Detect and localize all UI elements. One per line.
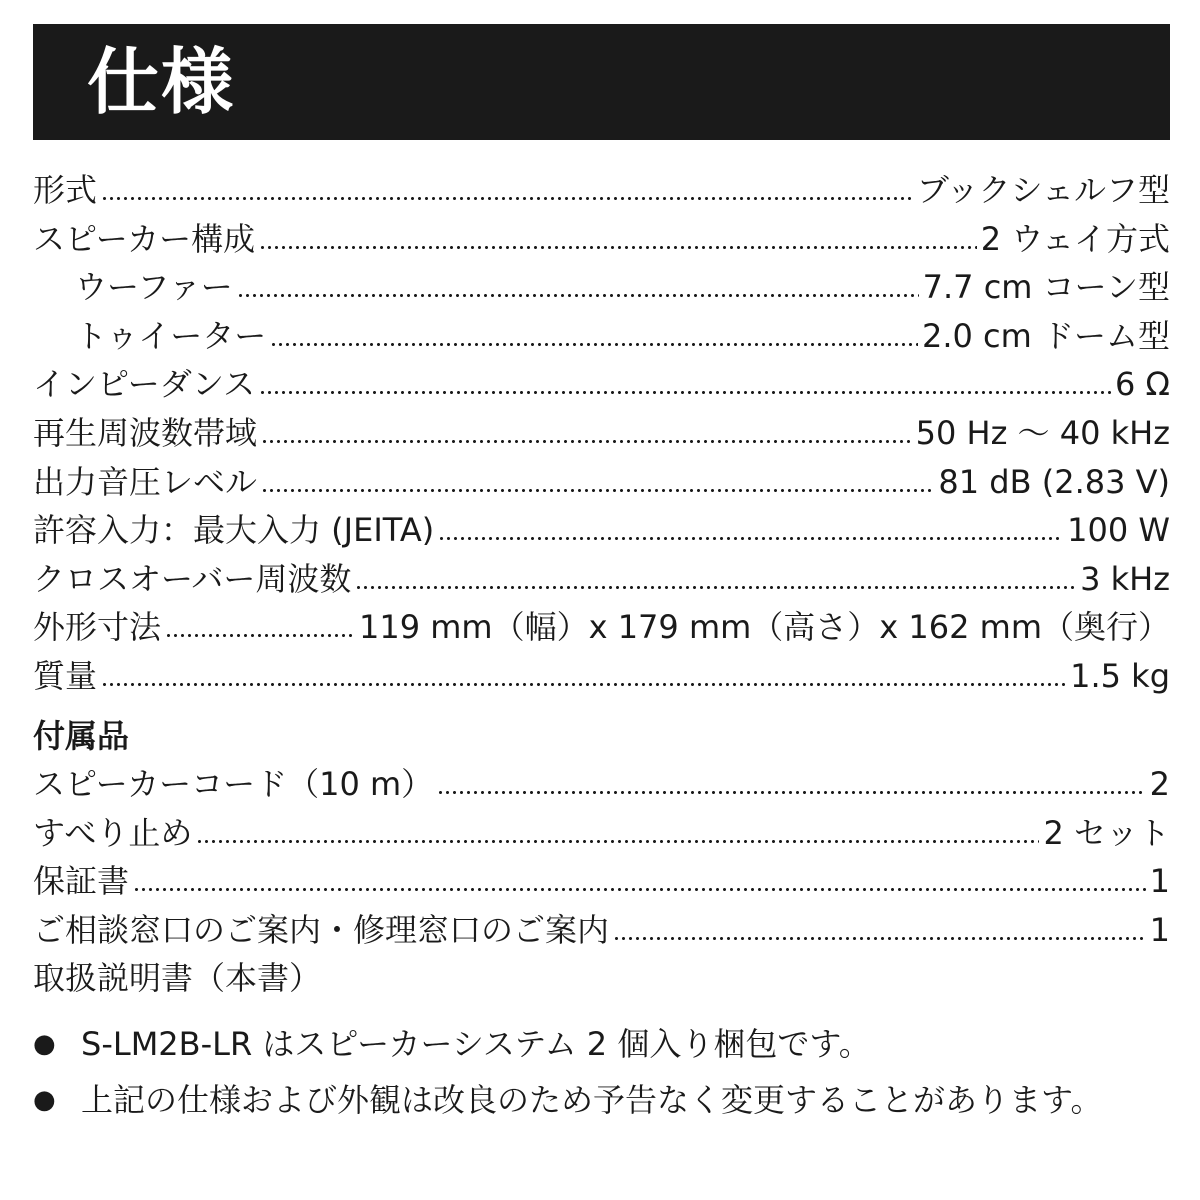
dot-leader xyxy=(196,839,1039,844)
accessory-label: 取扱説明書（本書） xyxy=(33,959,322,997)
note-item xyxy=(33,1076,1170,1124)
spec-value: 1.5 kg xyxy=(1070,656,1170,695)
spec-value: 81 dB (2.83 V) xyxy=(938,462,1170,501)
accessory-row-manual xyxy=(33,954,1170,1003)
accessory-quantity: 2 セット xyxy=(1043,813,1170,852)
spec-row-woofer xyxy=(33,263,1170,312)
spec-label: インピーダンス xyxy=(33,365,256,404)
accessory-label: すべり止め xyxy=(33,813,193,852)
note-text: S-LM2B-LR はスピーカーシステム 2 個入り梱包です。 xyxy=(81,1025,871,1063)
dot-leader xyxy=(101,196,913,201)
bullet-icon: ● xyxy=(33,1029,56,1059)
spec-row-speaker-config xyxy=(33,215,1170,264)
spec-row-dimensions xyxy=(33,603,1170,652)
spec-row-weight xyxy=(33,652,1170,701)
spec-value: 2 ウェイ方式 xyxy=(980,219,1170,258)
spec-label: 外形寸法 xyxy=(33,608,162,647)
spec-label: 質量 xyxy=(33,656,98,695)
spec-label: 再生周波数帯域 xyxy=(33,413,258,452)
spec-value: ブックシェルフ型 xyxy=(916,171,1170,209)
dot-leader xyxy=(259,390,1111,395)
spec-row-type xyxy=(33,166,1170,215)
dot-leader xyxy=(613,936,1146,941)
accessory-quantity: 1 xyxy=(1149,862,1170,900)
bullet-icon: ● xyxy=(33,1085,56,1115)
dot-leader xyxy=(101,682,1066,687)
spec-value: 7.7 cm コーン型 xyxy=(922,268,1170,307)
dot-leader xyxy=(355,585,1076,590)
spec-value: 6 Ω xyxy=(1115,365,1170,404)
accessories-list xyxy=(33,760,1170,1003)
accessory-row-warranty xyxy=(33,857,1170,906)
title-bar xyxy=(33,24,1170,140)
dot-leader xyxy=(133,887,1146,892)
spec-label: スピーカー構成 xyxy=(33,219,256,258)
spec-row-max-input xyxy=(33,506,1170,555)
spec-label: トゥイーター xyxy=(75,316,267,355)
spec-row-tweeter xyxy=(33,312,1170,361)
accessory-quantity: 2 xyxy=(1149,765,1170,803)
spec-label: 許容入力：最大入力 (JEITA) xyxy=(33,511,435,550)
spec-label: 形式 xyxy=(33,171,98,209)
dot-leader xyxy=(259,245,977,250)
accessory-quantity: 1 xyxy=(1149,910,1170,949)
spec-value: 2.0 cm ドーム型 xyxy=(921,316,1170,355)
spec-value: 3 kHz xyxy=(1080,559,1170,598)
accessory-label: ご相談窓口のご案内・修理窓口のご案内 xyxy=(33,910,610,949)
spec-row-impedance xyxy=(33,360,1170,409)
spec-label: クロスオーバー周波数 xyxy=(33,559,352,598)
accessory-label: 保証書 xyxy=(33,862,130,900)
dot-leader xyxy=(261,488,934,493)
spec-list xyxy=(33,166,1170,701)
spec-value: 50 Hz ～ 40 kHz xyxy=(915,413,1170,452)
spec-value: 119 mm（幅）x 179 mm（高さ）x 162 mm（奥行） xyxy=(358,608,1170,647)
accessory-row-speaker-cord xyxy=(33,760,1170,809)
dot-leader xyxy=(165,633,355,638)
dot-leader xyxy=(261,439,912,444)
spec-row-frequency-range xyxy=(33,409,1170,458)
dot-leader xyxy=(270,342,918,347)
notes xyxy=(33,1020,1170,1132)
accessories-heading: 付属品 xyxy=(33,717,130,755)
note-item xyxy=(33,1020,1170,1068)
dot-leader xyxy=(437,790,1145,795)
accessory-row-non-slip-pads xyxy=(33,809,1170,858)
page-title: 仕様 xyxy=(87,40,236,124)
spec-row-crossover xyxy=(33,555,1170,604)
spec-label: ウーファー xyxy=(75,268,233,307)
spec-row-sensitivity xyxy=(33,458,1170,507)
spec-label: 出力音圧レベル xyxy=(33,462,258,501)
note-text: 上記の仕様および外観は改良のため予告なく変更することがあります。 xyxy=(81,1081,1103,1119)
spec-value: 100 W xyxy=(1067,511,1170,550)
accessory-label: スピーカーコード（10 m） xyxy=(33,765,434,803)
dot-leader xyxy=(237,293,919,298)
dot-leader xyxy=(438,536,1063,541)
accessory-row-service-guide xyxy=(33,906,1170,955)
